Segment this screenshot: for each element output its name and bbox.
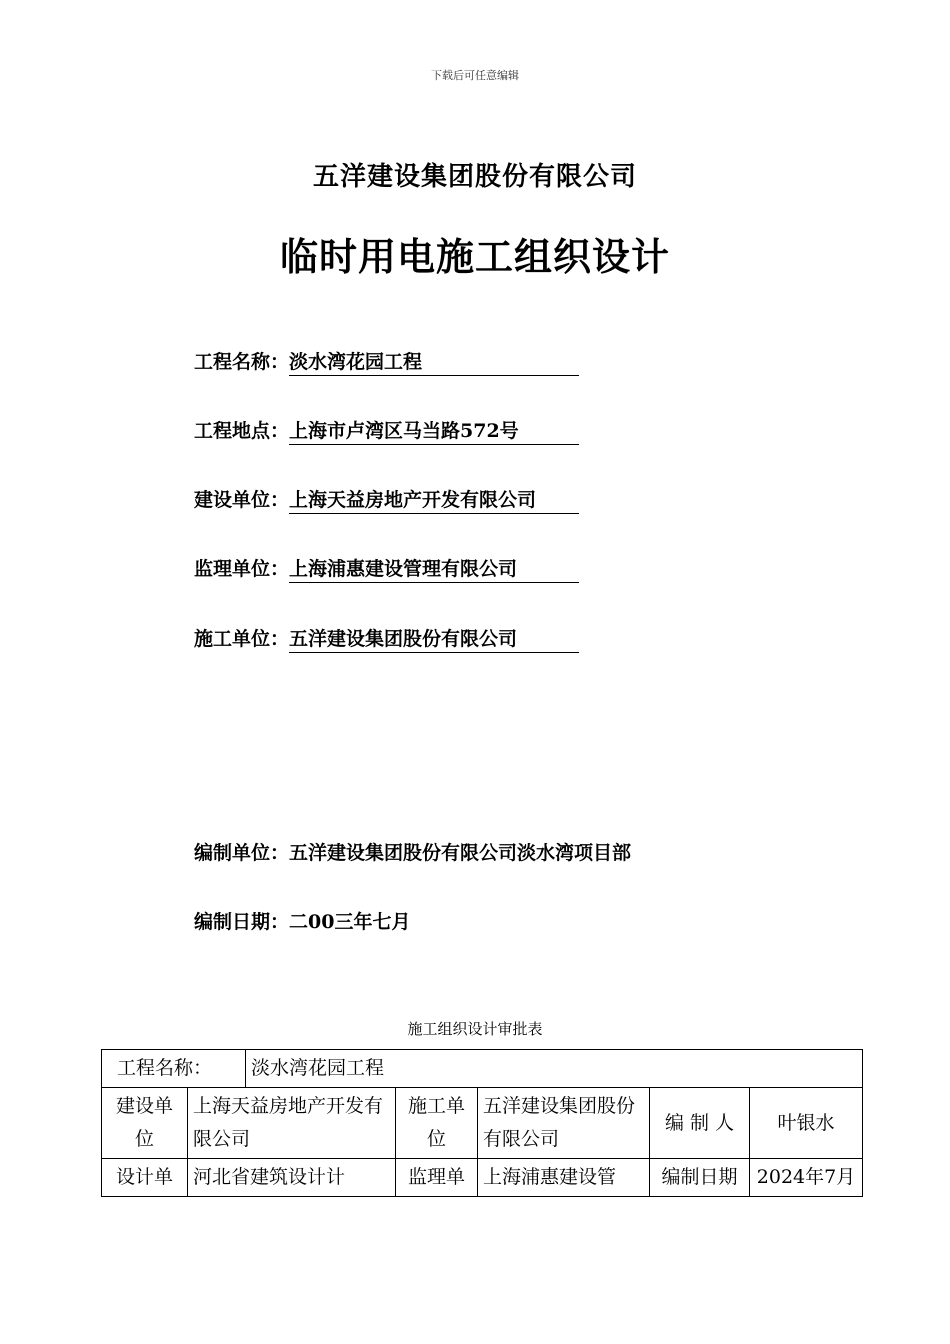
- contractor-label: 施工单位: [396, 1088, 478, 1159]
- approval-table: [101, 1049, 863, 1197]
- date-value: 2024年7月: [750, 1159, 863, 1197]
- date-label: 编制日期: [650, 1159, 750, 1197]
- field-value: 五洋建设集团股份有限公司: [289, 627, 579, 653]
- field-value: 淡水湾花园工程: [289, 350, 579, 376]
- header-note: 下载后可任意编辑: [431, 69, 519, 82]
- field-supervisor: [194, 557, 579, 583]
- design-label: 设计单: [102, 1159, 188, 1197]
- design-value: 河北省建筑设计计: [188, 1159, 396, 1197]
- table-row: [102, 1159, 863, 1197]
- field-project-site: [194, 419, 579, 445]
- field-label: 工程名称：: [194, 351, 290, 373]
- field-label: 工程地点：: [194, 420, 290, 442]
- field-value: 二00三年七月: [289, 911, 411, 933]
- field-label: 编制单位：: [194, 842, 290, 864]
- document-title: 临时用电施工组织设计: [279, 234, 670, 279]
- field-compile-date: [194, 910, 410, 935]
- field-label: 编制日期：: [194, 911, 290, 933]
- company-name: 五洋建设集团股份有限公司: [312, 162, 637, 192]
- field-owner: [194, 488, 579, 514]
- project-name-label: 工程名称：: [102, 1050, 246, 1088]
- field-value: 上海市卢湾区马当路572号: [289, 419, 579, 445]
- owner-label: 建设单位: [102, 1088, 188, 1159]
- compiler-label: 编 制 人: [650, 1088, 750, 1159]
- owner-value: 上海天益房地产开发有限公司: [188, 1088, 396, 1159]
- table-row: [102, 1050, 863, 1088]
- field-label: 建设单位：: [194, 489, 290, 511]
- field-label: 监理单位：: [194, 558, 290, 580]
- contractor-value: 五洋建设集团股份有限公司: [478, 1088, 650, 1159]
- project-name-value: 淡水湾花园工程: [246, 1050, 863, 1088]
- field-value: 上海天益房地产开发有限公司: [289, 488, 579, 514]
- field-contractor: [194, 627, 579, 653]
- supervisor-value: 上海浦惠建设管: [478, 1159, 650, 1197]
- field-label: 施工单位：: [194, 628, 290, 650]
- field-compiler: [194, 841, 631, 866]
- field-value: 五洋建设集团股份有限公司淡水湾项目部: [289, 842, 632, 864]
- supervisor-label: 监理单: [396, 1159, 478, 1197]
- table-row: [102, 1088, 863, 1159]
- compiler-value: 叶银水: [750, 1088, 863, 1159]
- field-value: 上海浦惠建设管理有限公司: [289, 557, 579, 583]
- field-project-name: [194, 350, 579, 376]
- approval-table-title: 施工组织设计审批表: [407, 1020, 543, 1038]
